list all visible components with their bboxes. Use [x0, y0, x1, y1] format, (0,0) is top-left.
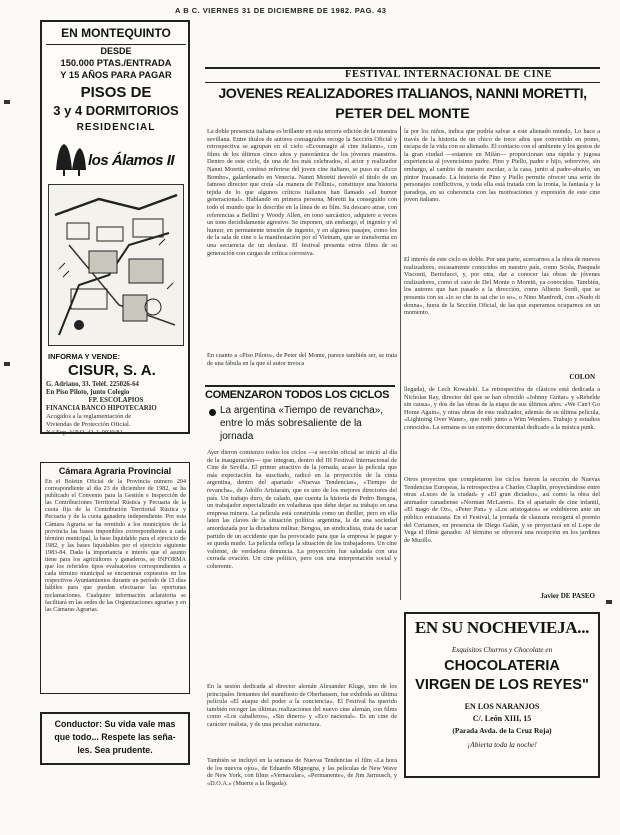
logo-text: los Álamos II — [88, 152, 175, 169]
article-signature: COLON — [569, 373, 595, 381]
article-subhead: La argentina «Tiempo de revancha», entre lo más sobresaliente de la jornada — [220, 405, 384, 442]
los-alamos-logo — [50, 140, 182, 180]
article-column: En cuanto a «Piso Piloto», de Peter del Monte, parece también ser, se trata de una fábula en la que el autor invoca — [207, 352, 397, 367]
article-column: llegada), de Lech Kowalski. La retrospectiva de clásicos está dedicada a Nicholas Ray, director del que se han ofrecido «Johnny Guitar» y «Rebelde sin causa», y dos de las obras de la etapa de sus últimos años. «We Can't Go Home Again», y otras obras de este realizador, además de su última película, «Lightning Over Water», que rodó junto a Wim Wenders. Trabajo y estudios conocidos. La semana es un estreno documental dedicado a la música punk. — [404, 386, 600, 431]
camara-agraria-notice — [40, 462, 190, 694]
article-column: la por los niños, indica que podría salvar a este alienado mundo. Lo hace a través de la historia de un chico de trece años que convertido en pomo, escapa de la vida con su alienado. El contacto con el ambiente y los gestos de la gran ciudad —estamos en Milán— proporcionan una rápida y jugosa experiencia al jovencísimo padre. Pino y Piello, padre e hijo, sobrevive, sin embargo, al cambio de nuestro escolar, a la casa, junto al padre-abuelo, un pintor fracasado. La historia de Pino y Piello permite ofrecer una serie de personajes conflictivos, y toda ella está tratada con la ironía, la fantasía y la paradoja, en su coherencia con las motivaciones y expresión de este cine joven italiano. — [404, 128, 600, 204]
article-column: En la sesión dedicada al director alemán Alexander Kluge, uno de los principales firmantes del manifiesto de Oberhausen, fue exhibida su última película «El ataque del poder a la conciencia». El Festival ha querido también recoger las últimas realizaciones del nuevo cine alemán, con films como «Los caballeros», «Sin dinero» y «Eco nacional». Es un cine de carácter realista, y de una peculiar estructura. — [207, 683, 397, 728]
article-headline: PETER DEL MONTE — [335, 106, 470, 122]
ad-dormitorios: 3 y 4 DORMITORIOS — [53, 103, 179, 118]
article-column: También se incluyó en la semana de Nuevas Tendencias el film «La hora de los nuevos ojos», de Eduardo Mignogna, y las películas de New Wave de New York, con films «Vernacular», «Permanente», de Jim Jarmusch, y «D.O.A.» (Muerte a la llegada). — [207, 757, 397, 787]
chocolateria-ad — [404, 612, 600, 778]
article-column: La doble presencia italiana es brillante en esta tercera edición de la muestra sevillana. Entre títulos de autores consagrados recoge la Sección Oficial y retrospectiva se agrupan en el cielo «Ecoumagie al cine italiano», con films de los últimos cinco años y panorámica de los jóvenes maestros. Dentro de este ciclo, de una de los más celebrados, el actor y realizador Nanni Moretti, confesó referirse del joven cine italiano, se puso su «Ecce Bombo», galardonado en Venecia. Nanni Moretti desveló el título de un famoso director que creía «la manera de Fellini», constituye una historia tejida de lo que algunos críticos italianos han llamado «el humor generacional». Hablando en primera persona, Moretti ha conseguido con todo el mundo que lo describe en la línea de su film. Su descaro atrae, con referencias a Bellini y Woody Allen, en tono sarcástico, adquiere a veces un tono decididamente agresivo. Se imponen, sin embargo, el ingenio y el humor, en permanente tensión de ingenio, y en algunos pasajes, como los de la sala de cine o la manifestación por el Vietnam, que se transforma en una secuencia de un desfase. El festival presenta otros films de su generación con cargas de crítica corrosiva. — [207, 128, 397, 257]
article-headline: COMENZARON TODOS LOS CICLOS — [205, 389, 390, 401]
ad-address: FP. ESCOLAPIOS — [88, 397, 144, 404]
ad-line: (Parada Avda. de la Cruz Roja) — [452, 726, 552, 735]
ad-brand: CHOCOLATERIA — [444, 658, 560, 674]
notice-body: En el Boletín Oficial de la Provincia número 294 correspondiente al día 23 de diciembre de 1982, se ha publicado el Convenio para la Gestión e Inspección de las Contribuciones Territorial Rústica y Pecuaria de la cuota fija de la Contribución Territorial Rústica y Pecuaria y de la cuota ganadera independiente. Por esta Cámara Agraria se ha remitido a los municipios de la provincia las bases imponibles correspondientes a cada término municipal, la base liquidable para el ejercicio de 1982, y las bases liquidables por el ejercicio siguiente 1983-84. Dada la importancia e interés que el asunto tiene para los agricultores y ganaderos, se INFORMA que los referidos tipos evaluatorios correspondientes a cada término municipal se encuentran expuestos en los respectivos Ayuntamientos durante un período de 15 días hábiles para que puedan efectuarse las oportunas reclamaciones. Cualquier información aclaratoria se facilitará en las sedes de las Organizaciones agrarias y en las Cámaras Agrarias. — [45, 479, 186, 613]
ad-line: DESDE — [100, 46, 132, 56]
ad-note: Viviendas de Protección Oficial. — [46, 421, 131, 428]
bullet-icon — [209, 409, 216, 416]
ad-brand: VIRGEN DE LOS REYES" — [415, 677, 589, 693]
notice-line: Conductor: Su vida vale mas — [54, 719, 176, 729]
article-signature: Javier DE PASEO — [540, 592, 595, 600]
ad-line: C/. León XIII, 15 — [472, 714, 532, 723]
ad-address: En Piso Piloto, junto Colegio — [46, 389, 130, 396]
notice-title: Cámara Agraria Provincial — [58, 466, 172, 476]
ad-line: EN LOS NARANJOS — [464, 702, 540, 711]
margin-mark — [4, 362, 10, 366]
column-divider — [400, 384, 401, 600]
ad-title: EN SU NOCHEVIEJA... — [414, 618, 590, 637]
ad-line: Exquisitos Churros y Chocolate en — [451, 646, 553, 654]
ad-pisos: PISOS DE — [80, 84, 152, 101]
notice-line: les. Sea prudente. — [77, 745, 153, 755]
ad-line: Y 15 AÑOS PARA PAGAR — [60, 70, 172, 80]
site-plan-map — [48, 184, 184, 346]
notice-line: que todo... Respete las seña- — [54, 732, 176, 742]
margin-mark — [606, 600, 612, 604]
divider — [205, 385, 395, 387]
ad-line: ¡Abierta toda la noche! — [467, 740, 537, 749]
montequinto-ad — [40, 20, 190, 434]
article-headline: JOVENES REALIZADORES ITALIANOS, NANNI MORETTI, — [218, 86, 587, 102]
section-kicker: FESTIVAL INTERNACIONAL DE CINE — [345, 69, 553, 80]
ad-line: 150.000 PTAS./ENTRADA — [60, 58, 172, 68]
ad-finance: FINANCIA BANCO HIPOTECARIO — [46, 405, 157, 412]
ad-title: EN MONTEQUINTO — [46, 26, 186, 45]
ad-residencial: RESIDENCIAL — [76, 122, 156, 133]
cisur-name: CISUR, S. A. — [68, 362, 156, 379]
margin-mark — [4, 100, 10, 104]
ad-note: N.º Exp. V.P.O. 41-1-0029/81. — [46, 429, 125, 436]
informa-label: INFORMA Y VENDE: — [48, 352, 120, 361]
conductor-notice — [40, 712, 190, 765]
column-divider — [400, 126, 401, 384]
ad-note: Acogidos a la reglamentación de — [46, 413, 132, 420]
ad-address: G. Adriano, 33. Teléf. 225026-64 — [46, 381, 139, 388]
article-column: Ayer dieron comienzo todos los ciclos —a sección oficial se inició al día de la inauguración— que integran, dentro del III Festival Internacional de Cine de Sevilla. El primer atractivo de la jornada, acaso la película que más expectación ha suscitado, radicó en la proyección de la cinta argentina, dentro del apartado «Nuevas Tendencias», «Tiempo de revancha», de Adolfo Aristarain, que es uno de los mejores directores del país. Un trabajo duro, de calado, que cuenta la historia de Pedro Bengoa, un trabajador especializado en voladuras que debe dejar su trabajo en una empresa minera. La película está construida como un thriller, pero en ella laten las claves de la situación política argentina, la de una sociedad amordazada por la dictadura militar. Bengoa, un sindicalista, trata de sacar partido de un accidente que ha provocado para que la empresa le pague y se queda mudo. La película refleja la situación de los trabajadores. Un cine valiente, de verdadera denuncia. La proyección fue saludada con una cerrada ovación. Un cine político, pero con una interpretación social y coherente. — [207, 449, 397, 570]
article-column: El interés de este ciclo es doble. Por una parte, acercarnos a la obra de nuevos realizadores, escasamente conocidos en nuestro país, como Scola, Pasquale Visconti, Bertolucci, y, por otra, dar a conocer las obras de jóvenes realizadores, como el caso de Del Monte o Moretti, ya conocidos. También, los autores que han pasado a la dirección, como Alberto Sordi, que se presenta con su «Io so che tu sai che io so», o Nino Manfredi, con «Nudo di donna», fuera de la Sección Oficial, de las que esperamos ocuparnos en un momento. — [404, 256, 600, 317]
page-header: A B C. VIERNES 31 DE DICIEMBRE DE 1982. PAG. 43 — [175, 6, 387, 15]
divider — [205, 82, 600, 83]
article-column: Otros proyectos que completaron los ciclos fueron la sección de Nuevas Tendencias Europeas, la retrospectiva a Charles Chaplin, proyectándose entre otras «Luces de la ciudad» y «El gran dictador», así como la obra del animador canadiense «Norman McLaren». En el apartado de cine infantil, «El mago de Oz», «Peter Pan» y «Los aristogatos» se exhibieron ante un público entusiasta. En el Festival, la jornada de clausura recogerá el premio del Certamen, en presencia de Diego Galán, y se proyectará en el Lope de Vega el filme ganador. Al término se ofrecerá una recepción en los jardines de Murillo. — [404, 476, 600, 544]
